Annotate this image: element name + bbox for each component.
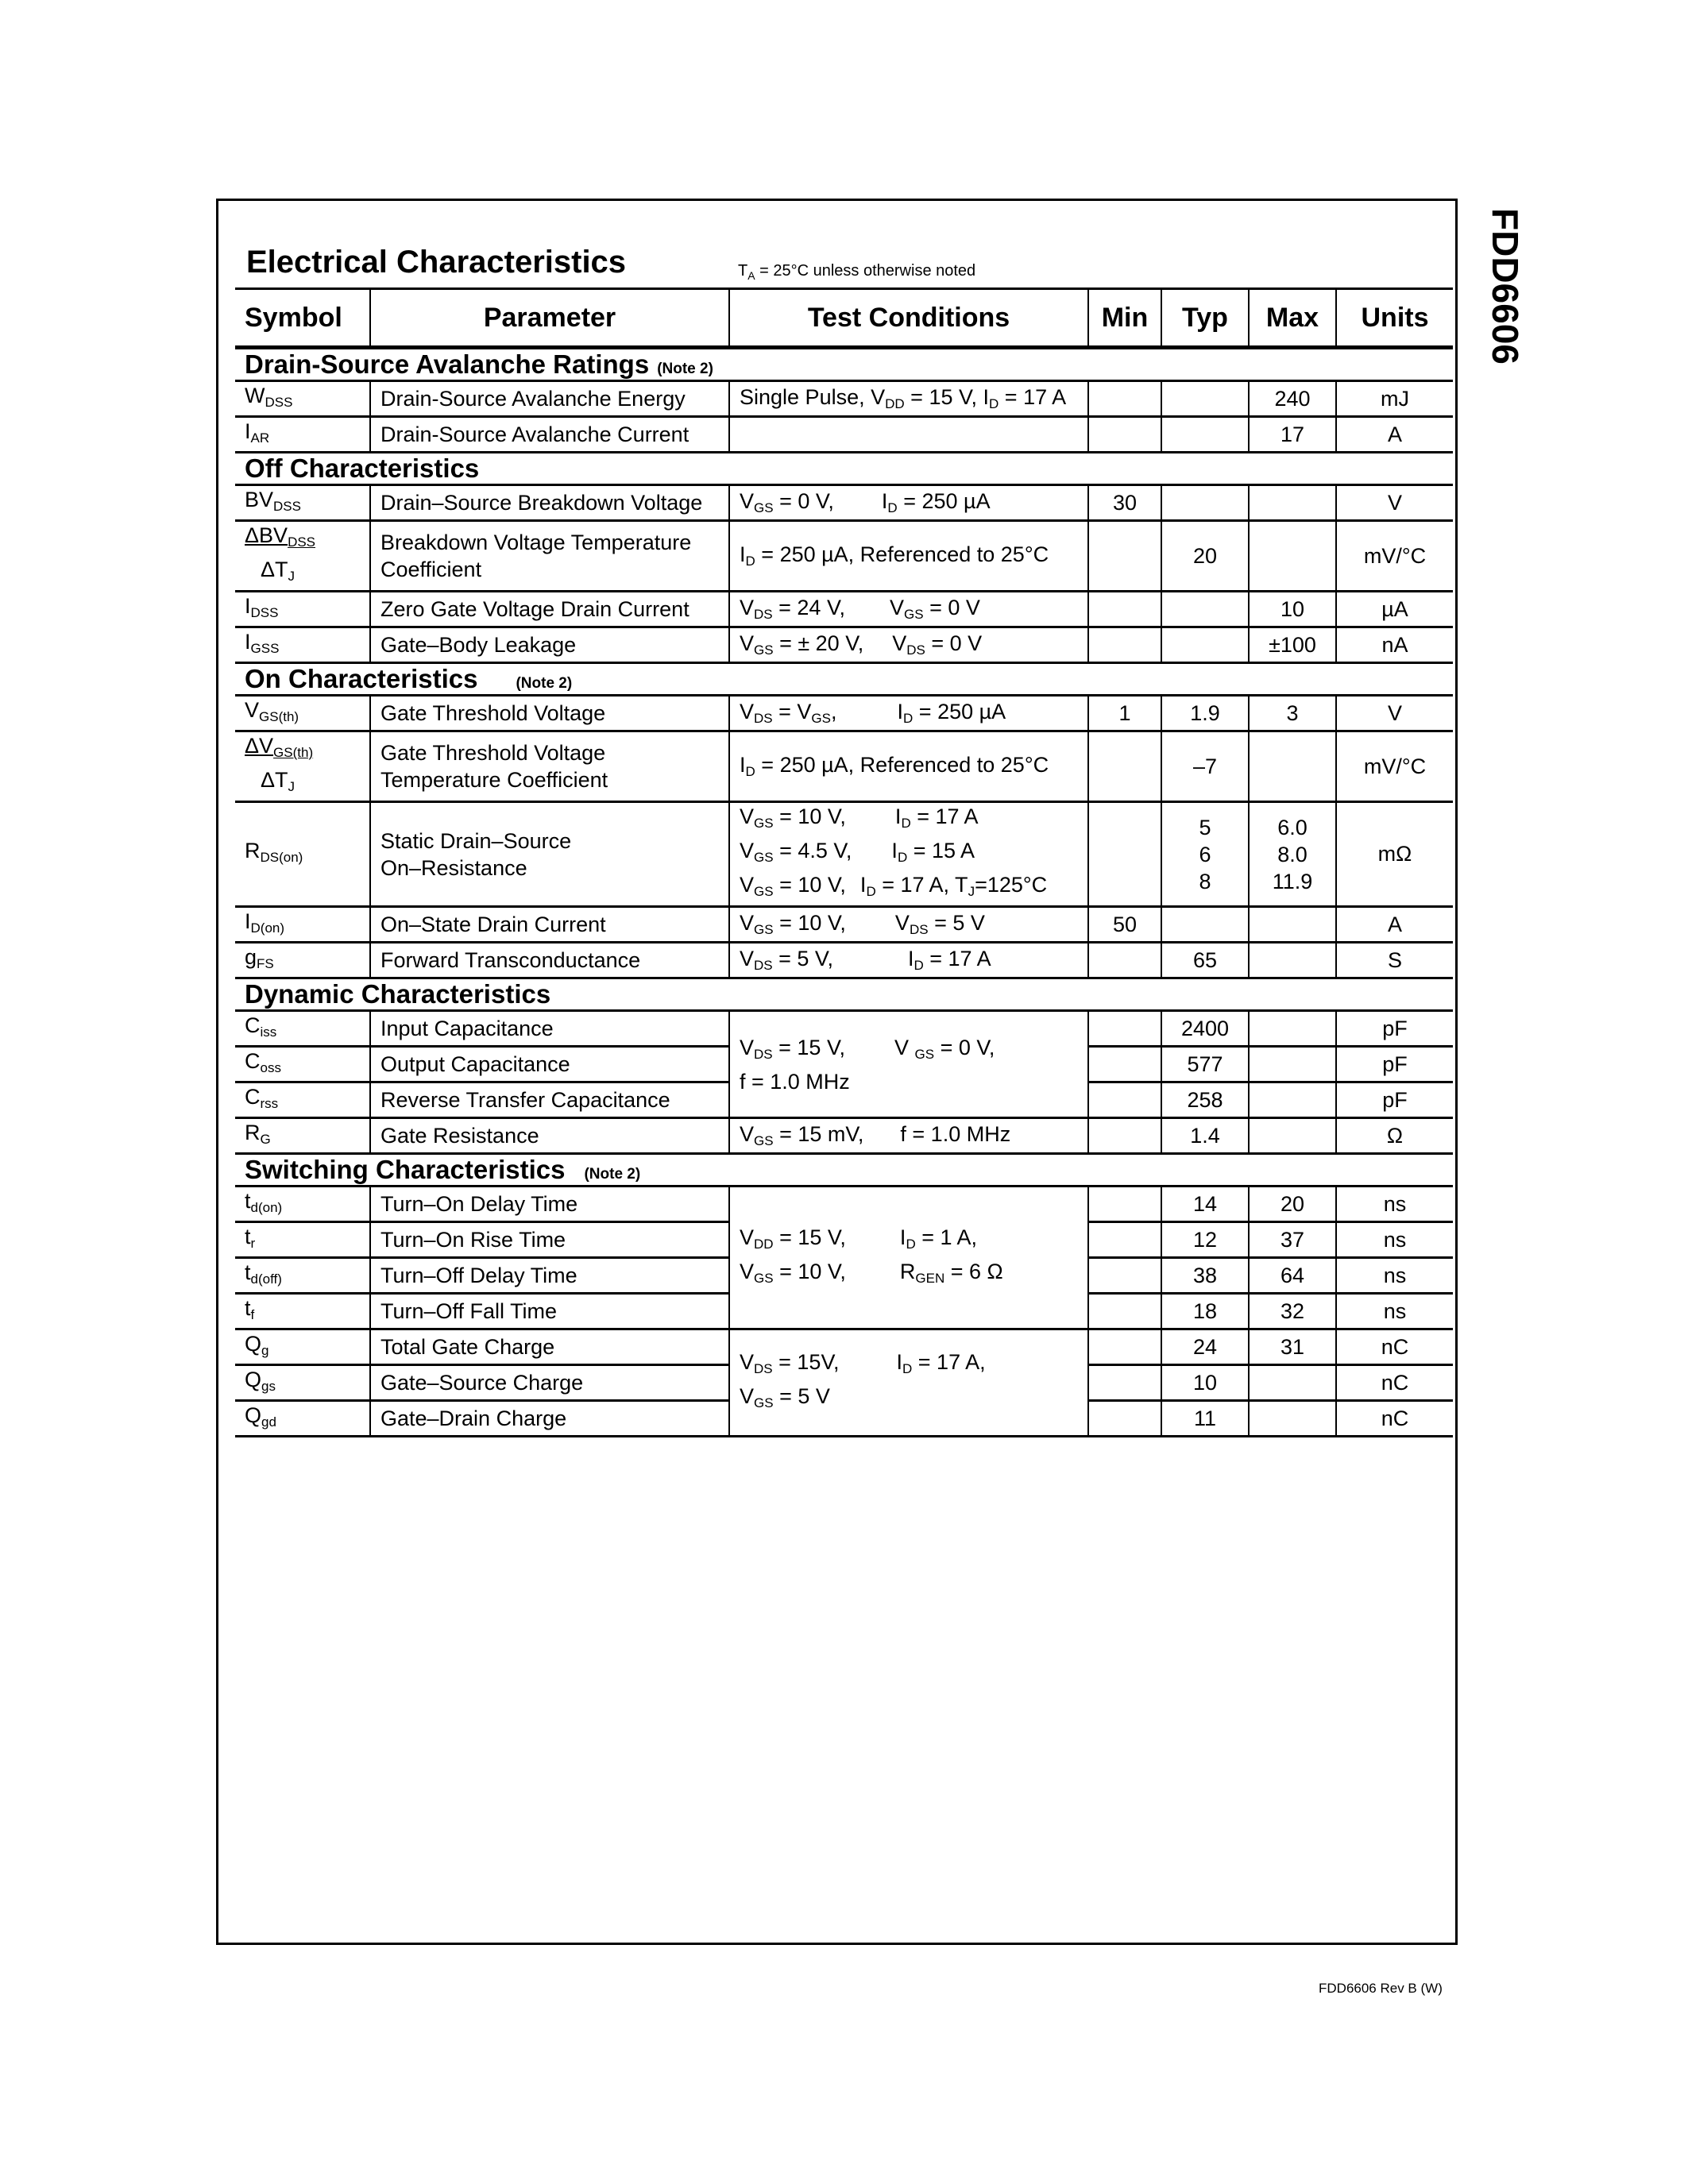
table-row: $V_{GS(th)}$ Gate Threshold Voltage $V_{DS} = V_{GS}$, $I_D = 250$ µA 1 1.9 3 V: [235, 696, 1453, 731]
table-row: $R_G$ Gate Resistance $V_{GS} = 15$ mV, f = 1.0 MHz 1.4 Ω: [235, 1118, 1453, 1154]
page-title: Electrical Characteristics: [246, 245, 627, 280]
section-note: (Note 2): [657, 361, 713, 377]
section-note: (Note 2): [516, 675, 573, 692]
table-row: $I_{DSS}$ Zero Gate Voltage Drain Current $V_{DS} = 24$ V, $V_{GS} = 0$ V 10 µA: [235, 592, 1453, 627]
table-row: $t_{d(on)}$ Turn–On Delay Time $V_{DD} = 15$ V, $I_D = 1$ A, $V_{GS} = 10$ V, $R_{GEN} = 6$ Ω 14 20 ns: [235, 1187, 1453, 1222]
table-row: $I_{GSS}$ Gate–Body Leakage $V_{GS}$ = ± 20 V, $V_{DS} = 0$ V ±100 nA: [235, 627, 1453, 663]
header-units: Units: [1336, 289, 1453, 348]
table-row: $C_{iss}$ Input Capacitance $V_{DS} = 15$ V, V $_{GS}$ = 0 V, f = 1.0 MHz 2400 pF: [235, 1011, 1453, 1047]
table-row: $I_{D(on)}$ On–State Drain Current $V_{GS} = 10$ V, $V_{DS} = 5$ V 50 A: [235, 907, 1453, 943]
table-row: $Q_{gd}$ Gate–Drain Charge 11 nC: [235, 1401, 1453, 1437]
table-row: $\Delta V_{GS(th)}$ $\Delta T_J$ Gate Threshold Voltage Temperature Coefficient $I_D = 250$ µA, Referenced to 25°C –7 mV/°C: [235, 731, 1453, 802]
header-conditions: Test Conditions: [729, 289, 1088, 348]
section-dynamic: [235, 978, 1453, 1011]
table-row: $R_{DS(on)}$ Static Drain–Source On–Resistance $V_{GS} = 10$ V, $I_D = 17$ A $V_{GS} = 4.5$ V, $I_D = 15$ A $V_{GS} = 10$ V, $I_D = 17$ A, $T_J=125^\circ C$ 5 6 8 6.0 8.0 11.9 mΩ: [235, 802, 1453, 907]
section-title: Off Characteristics: [245, 453, 480, 483]
section-note: (Note 2): [584, 1166, 641, 1183]
section-title: On Characteristics: [245, 664, 478, 693]
table-row: $\Delta BV_{DSS}$ $\Delta T_J$ Breakdown Voltage Temperature Coefficient $I_D = 250$ µA, Referenced to 25°C 20 mV/°C: [235, 521, 1453, 592]
table-row: $W_{DSS}$ Drain-Source Avalanche Energy Single Pulse, $V_{DD} = 15$ V, $I_D = 17$ A 240 mJ: [235, 381, 1453, 417]
section-on: [235, 663, 1453, 696]
table-row: $g_{FS}$ Forward Transconductance $V_{DS} = 5$ V, $I_D = 17$ A 65 S: [235, 943, 1453, 978]
table-row: $Q_g$ Total Gate Charge $V_{DS} = 15V$, $I_D = 17$ A, $V_{GS} = 5$ V 24 31 nC: [235, 1329, 1453, 1365]
electrical-characteristics-table: [235, 287, 1453, 1437]
table-row: $C_{rss}$ Reverse Transfer Capacitance 258 pF: [235, 1082, 1453, 1118]
header-parameter: Parameter: [370, 289, 729, 348]
header-symbol: Symbol: [235, 289, 370, 348]
table-row: $t_{d(off)}$ Turn–Off Delay Time 38 64 ns: [235, 1258, 1453, 1294]
header-typ: Typ: [1161, 289, 1249, 348]
header-max: Max: [1249, 289, 1336, 348]
table-row: $C_{oss}$ Output Capacitance 577 pF: [235, 1047, 1453, 1082]
section-switching: [235, 1154, 1453, 1187]
section-title: Dynamic Characteristics: [245, 979, 551, 1009]
table-row: $t_r$ Turn–On Rise Time 12 37 ns: [235, 1222, 1453, 1258]
section-title: Switching Characteristics: [245, 1155, 566, 1184]
section-avalanche: [235, 348, 1453, 381]
table-row: $Q_{gs}$ Gate–Source Charge 10 nC: [235, 1365, 1453, 1401]
title-note: $T_A = 25^\circ C$ unless otherwise noted: [738, 262, 976, 282]
table-row: $t_f$ Turn–Off Fall Time 18 32 ns: [235, 1294, 1453, 1329]
table-row: $I_{AR}$ Drain-Source Avalanche Current 17 A: [235, 417, 1453, 453]
table-row: $BV_{DSS}$ Drain–Source Breakdown Voltage $V_{GS} = 0$ V, $I_D = 250$ µA 30 V: [235, 485, 1453, 521]
section-title: Drain-Source Avalanche Ratings: [245, 349, 650, 379]
section-off: [235, 453, 1453, 485]
footer-revision: FDD6606 Rev B (W): [1319, 1981, 1443, 1996]
side-part-number: FDD6606: [1485, 208, 1526, 365]
header-min: Min: [1088, 289, 1161, 348]
table-header-row: [235, 289, 1453, 348]
